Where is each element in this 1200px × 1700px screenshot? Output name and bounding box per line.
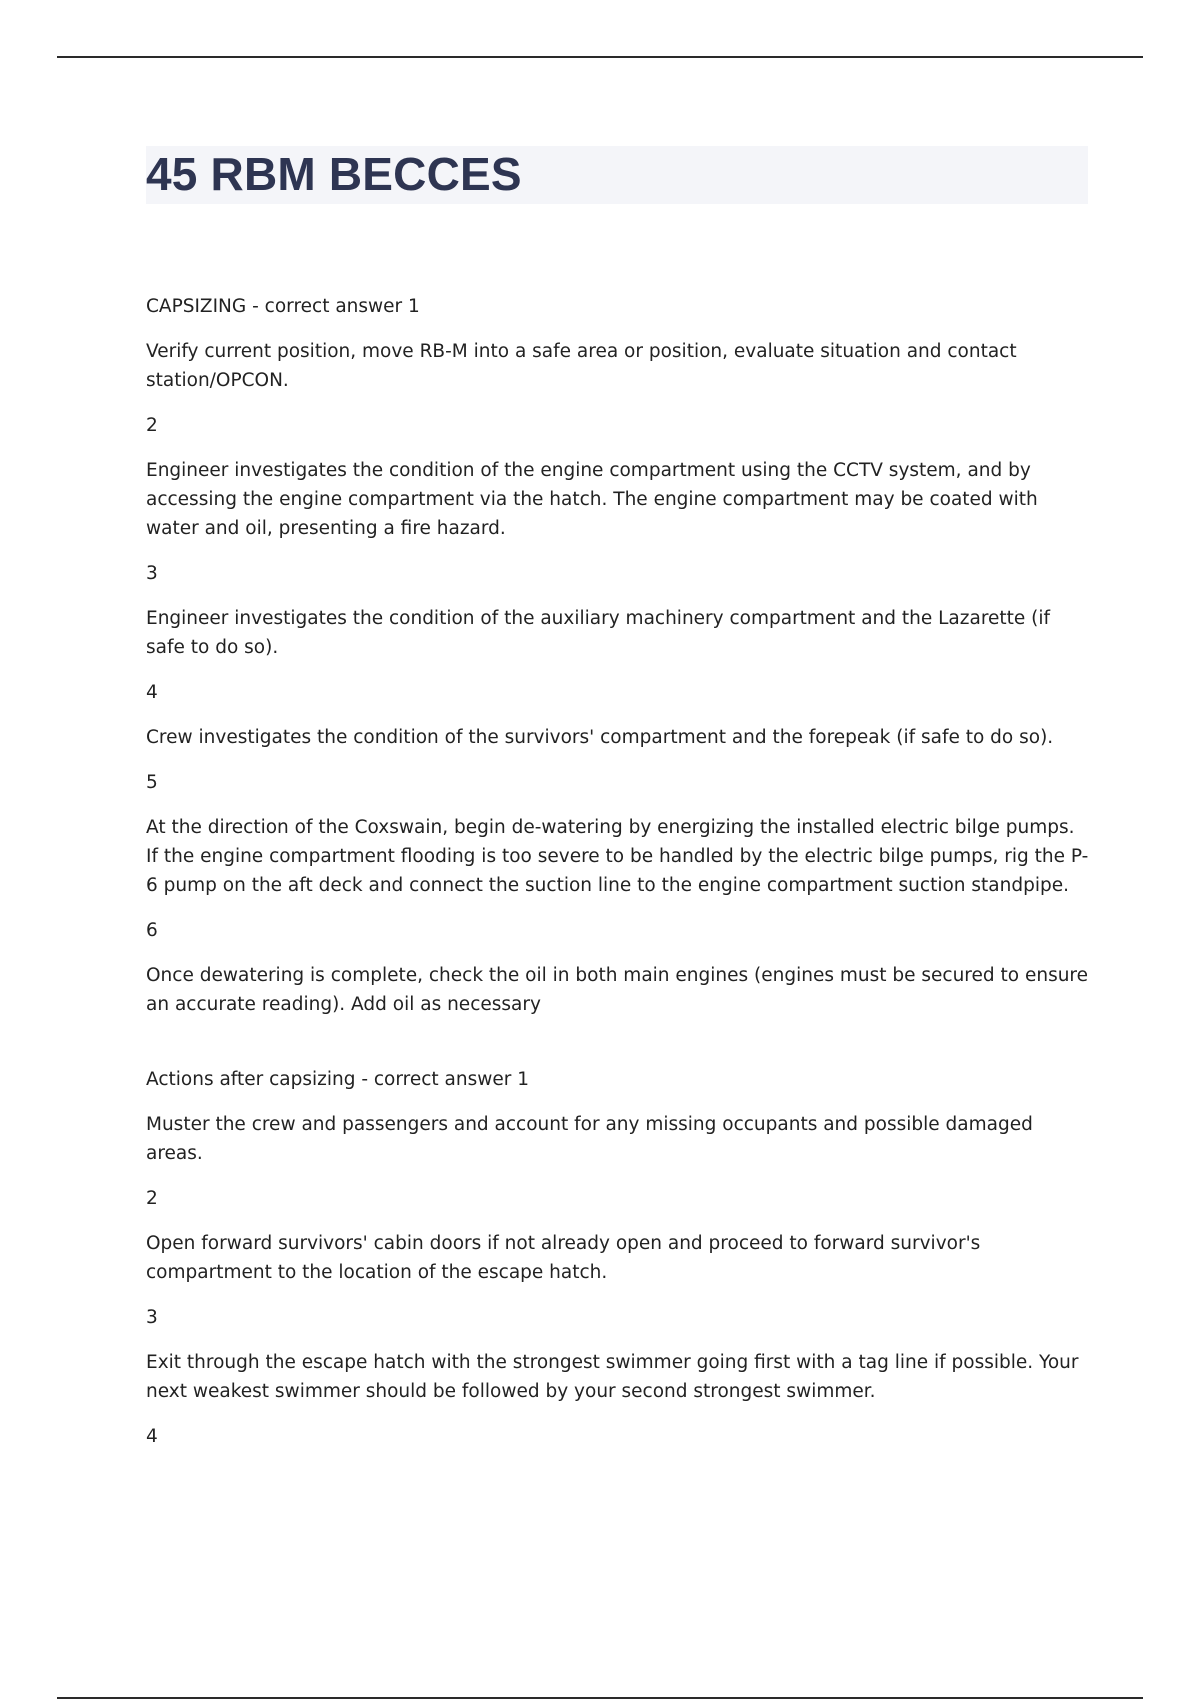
step-number: 5 [146, 772, 158, 793]
answer-step-text: At the direction of the Coxswain, begin de-watering by energizing the installed electric bilge pumps. If the engine compartment flooding is too severe to be handled by the electric bilge pumps, rig the P-6 pump on the aft deck and connect the suction line to the engine compartment suction standpipe. [146, 817, 1089, 896]
document-title: 45 RBM BECCES [146, 148, 522, 200]
document-body [146, 292, 1091, 1467]
bottom-rule [57, 1697, 1143, 1699]
step-number: 3 [146, 563, 158, 584]
top-rule [57, 56, 1143, 58]
step-number: 2 [146, 415, 158, 436]
answer-step-text: Crew investigates the condition of the survivors' compartment and the forepeak (if safe to do so). [146, 727, 1054, 748]
answer-step-text: Engineer investigates the condition of the engine compartment using the CCTV system, and by accessing the engine compartment via the hatch. The engine compartment may be coated with water and oil, presenting a fire hazard. [146, 460, 1038, 539]
question-capsizing: CAPSIZING - correct answer 1 [146, 296, 420, 317]
answer-step-text: Open forward survivors' cabin doors if not already open and proceed to forward survivor's compartment to the location of the escape hatch. [146, 1233, 981, 1283]
section-actions-after-capsizing [146, 1065, 1091, 1451]
step-number: 4 [146, 1426, 158, 1447]
step-number: 6 [146, 920, 158, 941]
answer-step-text: Once dewatering is complete, check the oil in both main engines (engines must be secured to ensure an accurate reading). Add oil as necessary [146, 965, 1089, 1015]
answer-step-text: Muster the crew and passengers and account for any missing occupants and possible damaged areas. [146, 1114, 1033, 1164]
question-actions-after-capsizing: Actions after capsizing - correct answer 1 [146, 1069, 530, 1090]
section-capsizing [146, 292, 1091, 1019]
step-number: 3 [146, 1307, 158, 1328]
answer-step-text: Exit through the escape hatch with the strongest swimmer going first with a tag line if possible. Your next weakest swimmer should be followed by your second strongest swimmer. [146, 1352, 1079, 1402]
answer-step-text: Verify current position, move RB-M into a safe area or position, evaluate situation and contact station/OPCON. [146, 341, 1017, 391]
step-number: 4 [146, 682, 158, 703]
step-number: 2 [146, 1188, 158, 1209]
answer-step-text: Engineer investigates the condition of the auxiliary machinery compartment and the Lazarette (if safe to do so). [146, 608, 1051, 658]
